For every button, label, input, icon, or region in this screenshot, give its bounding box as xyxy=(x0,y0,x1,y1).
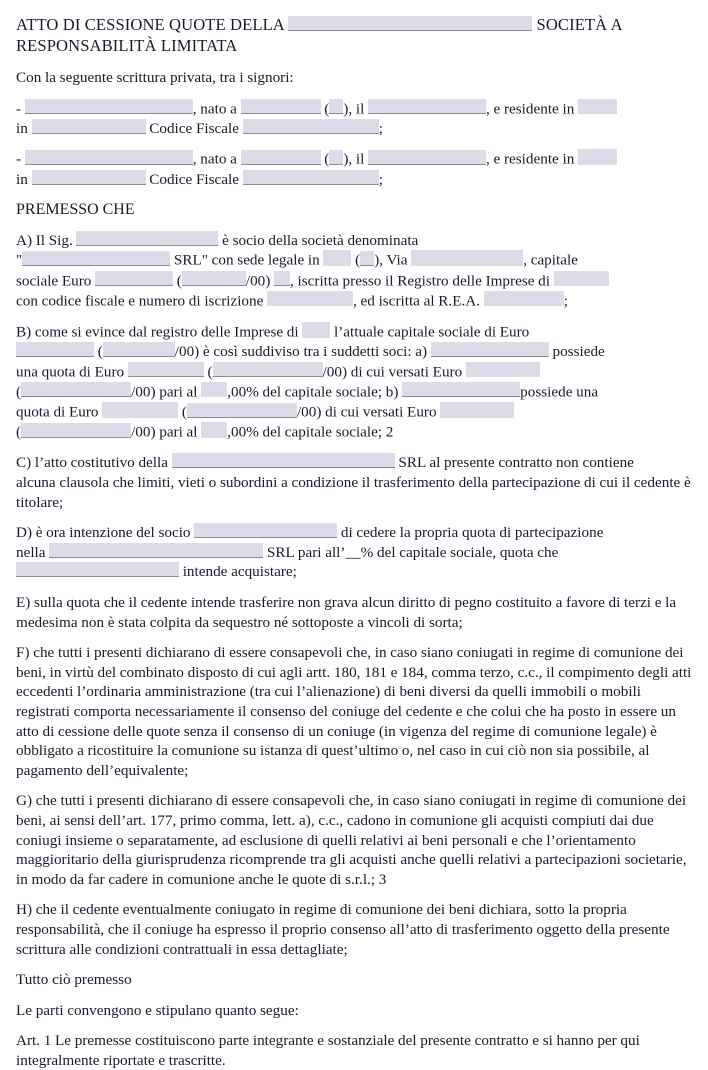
clause-e: E) sulla quota che il cedente intende trasferire non grava alcun diritto di pegno costituito a favore di terzi e la medesima non è stata colpita da sequestro né sottoposte a vincoli di sorta; xyxy=(16,594,677,631)
field-a-shareholder-name[interactable] xyxy=(76,231,218,246)
closing-tutto: Tutto ciò premesso xyxy=(16,971,132,989)
party-1-t7: ; xyxy=(378,119,383,137)
party-1-t6: Codice Fiscale xyxy=(149,119,239,137)
field-b-partner-b-percent[interactable] xyxy=(201,422,227,438)
clause-a-t9: ( xyxy=(176,272,182,290)
party-2-t1: , nato a xyxy=(192,150,237,168)
field-party2-residence-city[interactable] xyxy=(578,149,617,165)
party-2-t7: ; xyxy=(378,170,383,188)
clause-f: F) che tutti i presenti dichiarano di essere consapevoli che, in caso siano coniugati in regime di comunione dei beni, in virtù del combinato disposto di cui agli artt. 180, 181 e 184, comma terzo, c.c., il compimento degli atti eccedenti l’ordinaria amministrazione (tra cui l’alienazione) di beni diversi da quelli immobili o mobili registrati comporta necessariamente il consenso del coniuge del cedente e che colui che ha posto in essere un atto di cessione delle quote senza il consenso di un coniuge (in vigenza del regime di comunione legale) è obbligato a ricostituire la comunione su istanza di quest’ultimo o, nel caso in cui ciò non sia possibile, al pagamento dell’equivalente; xyxy=(16,644,692,779)
clause-b-t18: ,00% del capitale sociale; 2 xyxy=(227,423,394,441)
party-1-dash: - xyxy=(16,100,22,118)
clause-g: G) che tutti i presenti dichiarano di essere consapevoli che, in caso siano coniugati in regime di comunione dei beni, ai sensi dell’art. 177, primo comma, lett. a), c.c., cadono in comunione gli acquisti compiuti dai due coniugi insieme o separatamente, ad esclusione di quelli relativi ai beni personali e che l’orientamento maggioritario della giurisprudenza ricomprende tra gli acquisti anche quelli relativi a partecipazioni societarie, in modo da far cadere in comunione anche le quote di s.r.l.; 3 xyxy=(16,792,687,888)
field-b-registry-city[interactable] xyxy=(302,322,330,338)
clause-c-t3: alcuna clausola che limiti, vieti o subordini a condizione il trasferimento della partecipazione di cui il cedente è titolare; xyxy=(16,474,691,511)
field-party2-name[interactable] xyxy=(25,150,193,165)
field-company-name-title[interactable] xyxy=(288,16,532,31)
page-title xyxy=(16,14,692,56)
clause-b-t13: quota di Euro xyxy=(16,403,99,421)
field-d-transferor-name[interactable] xyxy=(194,523,337,538)
clause-a-t1: A) Il Sig. xyxy=(16,231,73,249)
title-line2: RESPONSABILITÀ LIMITATA xyxy=(16,36,238,55)
field-party1-fiscal-code[interactable] xyxy=(243,119,379,134)
clause-b-t14: ( xyxy=(181,403,187,421)
clause-d-t3: nella xyxy=(16,543,46,561)
field-party2-province[interactable] xyxy=(329,150,343,165)
field-d-acquirer-name[interactable] xyxy=(16,562,179,577)
field-d-company-name[interactable] xyxy=(49,543,263,558)
field-b-partner-b-name[interactable] xyxy=(402,382,520,397)
clause-b-t5: possiede xyxy=(552,343,605,361)
clause-a-t4: SRL" con sede legale in xyxy=(173,251,320,269)
party-2-t2: ( xyxy=(324,150,330,168)
clause-b-t8: /00) di cui versati Euro xyxy=(322,363,463,381)
clause-a-t11: , iscritta presso il Registro delle Imprese di xyxy=(290,272,550,290)
closing-parti: Le parti convengono e stipulano quanto segue: xyxy=(16,1001,299,1019)
clause-b xyxy=(16,322,692,443)
clause-c xyxy=(16,453,692,512)
clause-d-t1: D) è ora intenzione del socio xyxy=(16,524,191,542)
clause-b-t2: l’attuale capitale sociale di Euro xyxy=(334,323,530,341)
field-b-partner-a-percent[interactable] xyxy=(201,382,227,398)
party-2-t4: , e residente in xyxy=(486,150,575,168)
clause-a-t13: , ed iscritta al R.E.A. xyxy=(353,292,481,310)
field-a-registered-city[interactable] xyxy=(323,250,351,266)
field-a-registry-city[interactable] xyxy=(554,271,609,287)
clause-d-t2: di cedere la propria quota di partecipazione xyxy=(340,524,604,542)
field-b-partner-a-share-cents[interactable] xyxy=(213,362,323,377)
field-party1-province[interactable] xyxy=(329,99,343,114)
clause-b-t7: ( xyxy=(207,363,213,381)
clause-a xyxy=(16,231,692,311)
party-1-t1: , nato a xyxy=(192,100,237,118)
clause-d xyxy=(16,523,692,582)
clause-b-t15: /00) di cui versati Euro xyxy=(296,403,437,421)
party-1-t5: in xyxy=(16,119,28,137)
clause-a-t6: ), Via xyxy=(374,251,408,269)
field-party1-birthplace[interactable] xyxy=(241,99,321,114)
clause-b-t10: /00) pari al xyxy=(131,383,198,401)
clause-b-t4: /00) è così suddiviso tra i suddetti soci: a) xyxy=(174,343,428,361)
party-1-t2: ( xyxy=(324,100,330,118)
field-party1-name[interactable] xyxy=(25,99,193,114)
clause-b-t11: ,00% del capitale sociale; b) xyxy=(227,383,399,401)
field-b-partner-b-share-cents[interactable] xyxy=(187,403,297,418)
field-b-partner-a-name[interactable] xyxy=(431,342,549,357)
article-1: Art. 1 Le premesse costituiscono parte integrante e sostanziale del presente contratto e si hanno per qui integralmente riportate e trascritte. xyxy=(16,1032,640,1069)
clause-h: H) che il cedente eventualmente coniugato in regime di comunione dei beni dichiara, sotto la propria responsabilità, che il coniuge ha espresso il proprio consenso all’atto di trasferimento oggetto della presente scrittura alle condizioni contrattuali in essa dettagliate; xyxy=(16,901,670,958)
field-b-partner-a-paid[interactable] xyxy=(466,362,540,378)
field-a-registered-street[interactable] xyxy=(411,250,523,266)
party-2-t5: in xyxy=(16,170,28,188)
party-1-t3: ), il xyxy=(343,100,365,118)
field-party2-residence-address[interactable] xyxy=(32,170,146,185)
clause-c-t2: SRL al presente contratto non contiene xyxy=(398,454,634,472)
title-text-after: SOCIETÀ A xyxy=(536,15,623,34)
clause-d-t5: intende acquistare; xyxy=(182,563,297,581)
field-party1-birthdate[interactable] xyxy=(368,99,486,114)
field-party1-residence-address[interactable] xyxy=(32,119,146,134)
clause-d-t4: SRL pari all’__% del capitale sociale, quota che xyxy=(266,543,559,561)
party-1-t4: , e residente in xyxy=(486,100,575,118)
field-b-capital-cents[interactable] xyxy=(103,342,175,357)
clause-b-t3: ( xyxy=(97,343,103,361)
clause-c-t1: C) l’atto costitutivo della xyxy=(16,454,168,472)
party-2-t3: ), il xyxy=(343,150,365,168)
field-a-registration-number[interactable] xyxy=(267,291,353,307)
clause-a-t3: " xyxy=(16,251,23,269)
field-b-partner-b-paid-cents[interactable] xyxy=(21,423,131,438)
clause-a-t14: ; xyxy=(563,292,568,310)
party-1-block xyxy=(16,99,692,139)
party-2-block xyxy=(16,149,692,189)
field-a-capital-amount[interactable] xyxy=(95,271,173,286)
clause-a-t10: /00) xyxy=(245,272,271,290)
field-b-partner-a-paid-cents[interactable] xyxy=(21,382,131,397)
field-a-registered-province[interactable] xyxy=(360,251,374,266)
clause-a-t2: è socio della società denominata xyxy=(222,231,419,249)
field-a-capital-cents[interactable] xyxy=(182,271,246,286)
field-b-partner-a-share[interactable] xyxy=(128,362,204,377)
clause-b-t17: /00) pari al xyxy=(131,423,198,441)
clause-b-t16: ( xyxy=(16,423,22,441)
clause-a-t7: , capitale xyxy=(523,251,578,269)
clause-b-t12: possiede una xyxy=(520,383,599,401)
party-2-t6: Codice Fiscale xyxy=(149,170,239,188)
title-text-before: ATTO DI CESSIONE QUOTE DELLA xyxy=(16,15,284,34)
clause-b-t1: B) come si evince dal registro delle Imprese di xyxy=(16,323,299,341)
clause-b-t6: una quota di Euro xyxy=(16,363,125,381)
premesso-heading: PREMESSO CHE xyxy=(16,201,135,219)
field-party2-birthplace[interactable] xyxy=(241,150,321,165)
field-party1-residence-city[interactable] xyxy=(578,99,617,115)
field-b-partner-b-share[interactable] xyxy=(102,402,178,418)
field-b-capital-amount[interactable] xyxy=(16,342,94,357)
clause-a-t12: con codice fiscale e numero di iscrizione xyxy=(16,292,264,310)
field-party2-birthdate[interactable] xyxy=(368,150,486,165)
clause-a-t8: sociale Euro xyxy=(16,272,92,290)
clause-a-t5: ( xyxy=(355,251,361,269)
clause-b-t9: ( xyxy=(16,383,22,401)
field-c-company-name[interactable] xyxy=(172,453,395,468)
party-2-dash: - xyxy=(16,150,22,168)
field-a-rea-number[interactable] xyxy=(484,291,564,307)
intro-paragraph: Con la seguente scrittura privata, tra i signori: xyxy=(16,69,294,86)
field-a-capital-extra[interactable] xyxy=(274,271,290,286)
field-b-partner-b-paid[interactable] xyxy=(440,402,514,418)
field-party2-fiscal-code[interactable] xyxy=(243,170,379,185)
field-a-company-name[interactable] xyxy=(22,251,170,266)
